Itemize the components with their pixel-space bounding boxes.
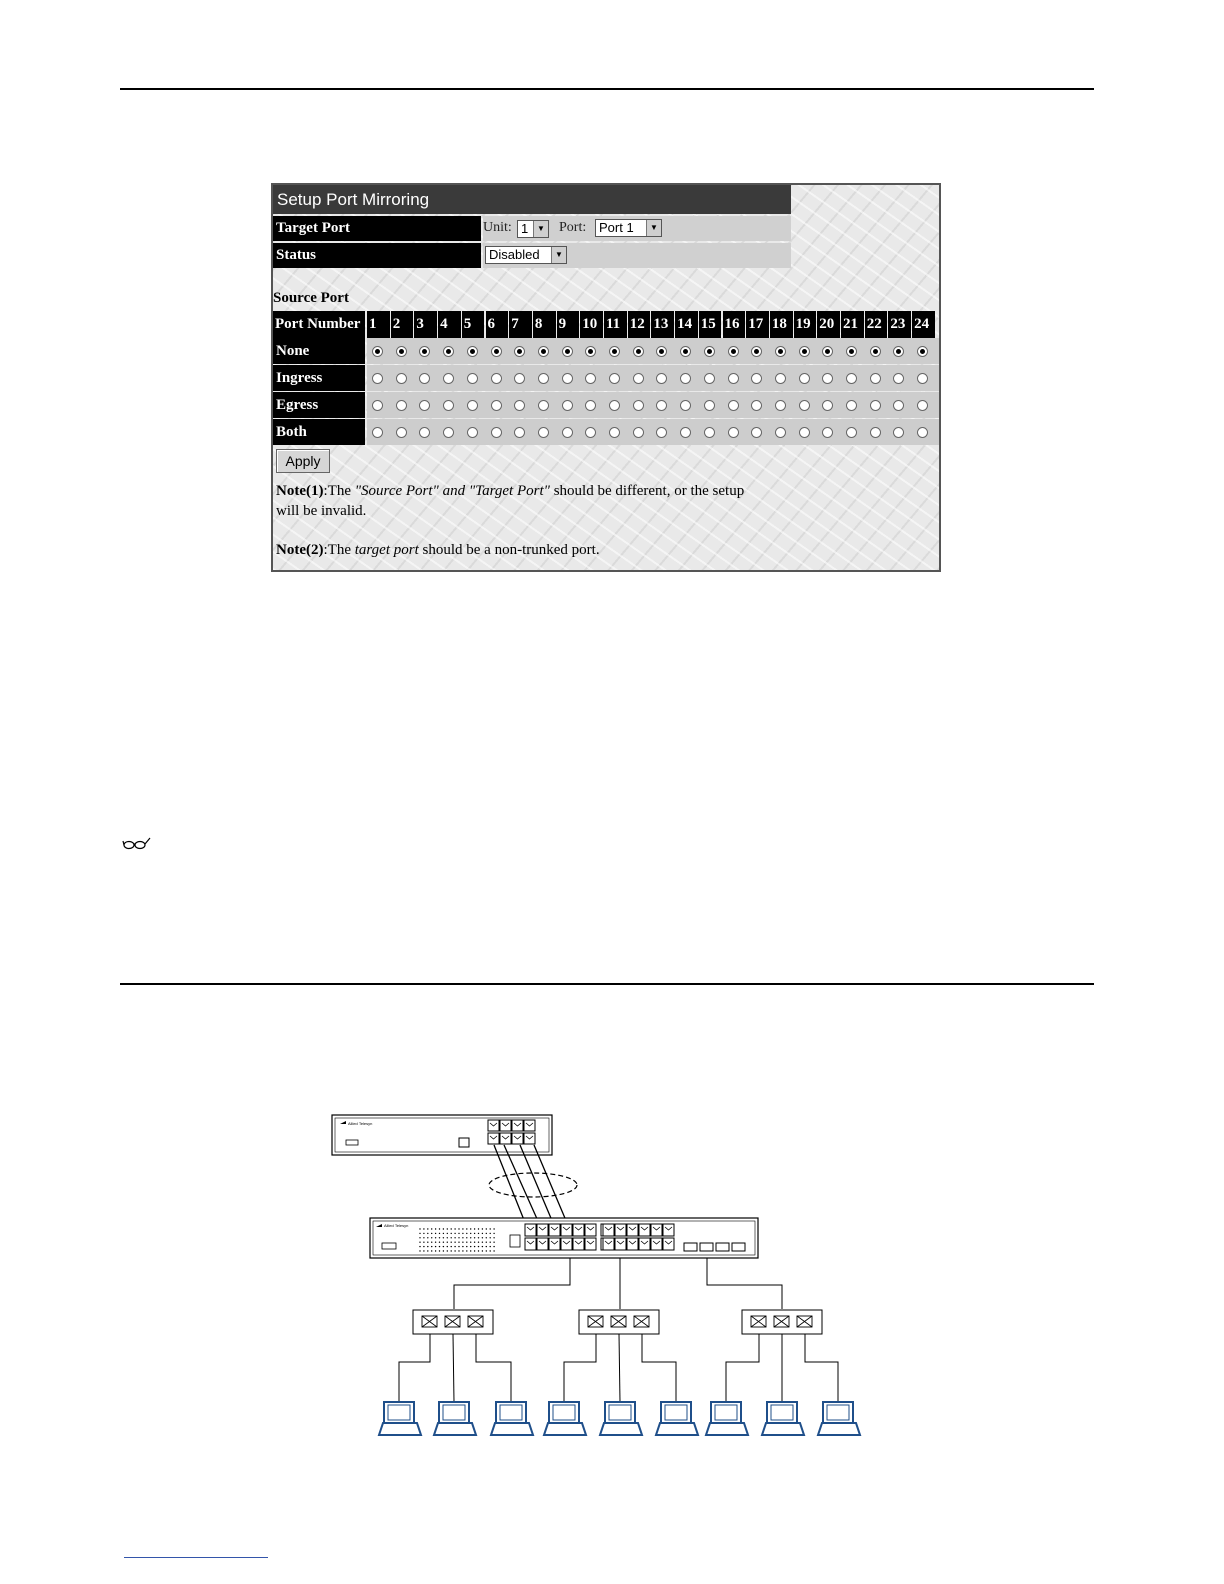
note-2-prefix: Note(2) [276,542,324,558]
port-header-17: 17 [746,311,769,338]
radio-none-port-22[interactable] [870,346,881,357]
radio-both-port-12[interactable] [633,427,644,438]
main-switch-brand: Allied Telesyn [384,1223,409,1228]
radio-none-port-8[interactable] [538,346,549,357]
radio-ingress-port-8[interactable] [538,373,549,384]
port-label: Port: [559,220,587,235]
port-header-22: 22 [865,311,888,338]
port-header-15: 15 [699,311,722,338]
status-select[interactable] [485,246,567,264]
computer-icon [818,1402,860,1435]
note-1-prefix: Note(1) [276,483,324,499]
radio-ingress-port-18[interactable] [775,373,786,384]
port-header-18: 18 [770,311,793,338]
unit-label: Unit: [483,220,512,235]
top-switch [332,1115,552,1155]
radio-both-port-15[interactable] [704,427,715,438]
port-select[interactable] [595,219,662,237]
chevron-down-icon: ▼ [646,220,661,236]
radio-ingress-port-22[interactable] [870,373,881,384]
port-header-20: 20 [817,311,840,338]
port-header-4: 4 [438,311,461,338]
uplink-port [732,1243,745,1251]
radio-none-port-18[interactable] [775,346,786,357]
mirror-mode-label-egress: Egress [273,392,365,418]
footer-link-underline [124,1557,268,1558]
port-mirroring-screenshot [271,183,941,572]
note-1-line-2: will be invalid. [276,503,367,519]
mirror-mode-label-none: None [273,338,365,364]
port-header-14: 14 [675,311,698,338]
port-header-6: 6 [486,311,509,338]
radio-none-port-5[interactable] [467,346,478,357]
radio-ingress-port-19[interactable] [799,373,810,384]
top-switch-brand: Allied Telesyn [348,1121,373,1126]
main-switch [370,1218,758,1258]
port-header-8: 8 [533,311,556,338]
radio-both-port-21[interactable] [846,427,857,438]
port-header-11: 11 [604,311,627,338]
port-header-23: 23 [888,311,911,338]
radio-ingress-port-9[interactable] [562,373,573,384]
radio-egress-port-1[interactable] [372,400,383,411]
computer-icon [762,1402,804,1435]
radio-ingress-port-6[interactable] [491,373,502,384]
computer-icon [544,1402,586,1435]
radio-both-port-1[interactable] [372,427,383,438]
port-header-7: 7 [509,311,532,338]
port-header-19: 19 [794,311,817,338]
status-label: Status [273,243,481,268]
panel-title: Setup Port Mirroring [273,185,791,214]
radio-both-port-19[interactable] [799,427,810,438]
port-header-12: 12 [628,311,651,338]
radio-ingress-port-2[interactable] [396,373,407,384]
computer-icon [379,1402,421,1435]
trunk-links [494,1145,570,1230]
computer-icon [491,1402,533,1435]
radio-none-port-12[interactable] [633,346,644,357]
radio-both-port-9[interactable] [562,427,573,438]
radio-none-port-19[interactable] [799,346,810,357]
note-2-text-a: :The [323,542,355,558]
uplink-port [700,1243,713,1251]
radio-none-port-11[interactable] [609,346,620,357]
radio-none-port-6[interactable] [491,346,502,357]
radio-both-port-8[interactable] [538,427,549,438]
radio-egress-port-21[interactable] [846,400,857,411]
radio-egress-port-11[interactable] [609,400,620,411]
radio-both-port-16[interactable] [728,427,739,438]
uplink-port [716,1243,729,1251]
radio-both-port-18[interactable] [775,427,786,438]
radio-ingress-port-1[interactable] [372,373,383,384]
port-header-2: 2 [391,311,414,338]
radio-egress-port-12[interactable] [633,400,644,411]
note-1-text-a: :The [323,483,355,499]
radio-both-port-2[interactable] [396,427,407,438]
radio-ingress-port-12[interactable] [633,373,644,384]
status-select-value: Disabled [489,247,540,262]
radio-egress-port-19[interactable] [799,400,810,411]
radio-egress-port-8[interactable] [538,400,549,411]
note-2 [276,542,600,559]
chevron-down-icon: ▼ [533,221,548,237]
apply-button[interactable]: Apply [276,449,330,473]
radio-none-port-16[interactable] [728,346,739,357]
radio-none-port-21[interactable] [846,346,857,357]
note-1-text-b: "Source Port" and "Target Port" [354,483,550,499]
mirroring-network-diagram [320,1105,880,1445]
port-header-5: 5 [462,311,485,338]
mirror-mode-label-both: Both [273,419,365,445]
radio-ingress-port-15[interactable] [704,373,715,384]
note-2-text-c: should be a non-trunked port. [418,542,600,558]
radio-both-port-22[interactable] [870,427,881,438]
radio-none-port-9[interactable] [562,346,573,357]
radio-ingress-port-21[interactable] [846,373,857,384]
port-header-21: 21 [841,311,864,338]
target-port-label: Target Port [273,216,481,241]
uplink-port [684,1243,697,1251]
computer-icon [600,1402,642,1435]
radio-ingress-port-11[interactable] [609,373,620,384]
computer-icon [706,1402,748,1435]
radio-ingress-port-16[interactable] [728,373,739,384]
radio-egress-port-18[interactable] [775,400,786,411]
distribution-links [454,1258,782,1309]
top-rule [120,88,1094,90]
source-port-title: Source Port [273,290,349,306]
port-header-24: 24 [912,311,935,338]
radio-egress-port-5[interactable] [467,400,478,411]
port-select-value: Port 1 [599,220,634,235]
port-header-3: 3 [414,311,437,338]
radio-ingress-port-5[interactable] [467,373,478,384]
glasses-icon [122,836,152,850]
chevron-down-icon: ▼ [551,247,566,263]
middle-rule [120,983,1094,985]
note-1 [276,483,744,500]
port-header-1: 1 [367,311,390,338]
radio-both-port-6[interactable] [491,427,502,438]
port-header-13: 13 [651,311,674,338]
radio-egress-port-22[interactable] [870,400,881,411]
radio-egress-port-16[interactable] [728,400,739,411]
computer-icon [434,1402,476,1435]
radio-egress-port-6[interactable] [491,400,502,411]
mirror-mode-label-ingress: Ingress [273,365,365,391]
note-2-text-b: target port [354,542,419,558]
radio-none-port-2[interactable] [396,346,407,357]
note-1-text-c: should be different, or the setup [549,483,745,499]
radio-none-port-1[interactable] [372,346,383,357]
radio-none-port-15[interactable] [704,346,715,357]
port-header-10: 10 [580,311,603,338]
radio-egress-port-15[interactable] [704,400,715,411]
radio-egress-port-2[interactable] [396,400,407,411]
radio-both-port-5[interactable] [467,427,478,438]
unit-select[interactable] [517,220,549,238]
port-header-16: 16 [723,311,746,338]
unit-select-value: 1 [521,221,529,236]
radio-egress-port-9[interactable] [562,400,573,411]
radio-both-port-11[interactable] [609,427,620,438]
port-header-9: 9 [557,311,580,338]
port-number-header: Port Number [273,311,365,338]
computer-icon [656,1402,698,1435]
